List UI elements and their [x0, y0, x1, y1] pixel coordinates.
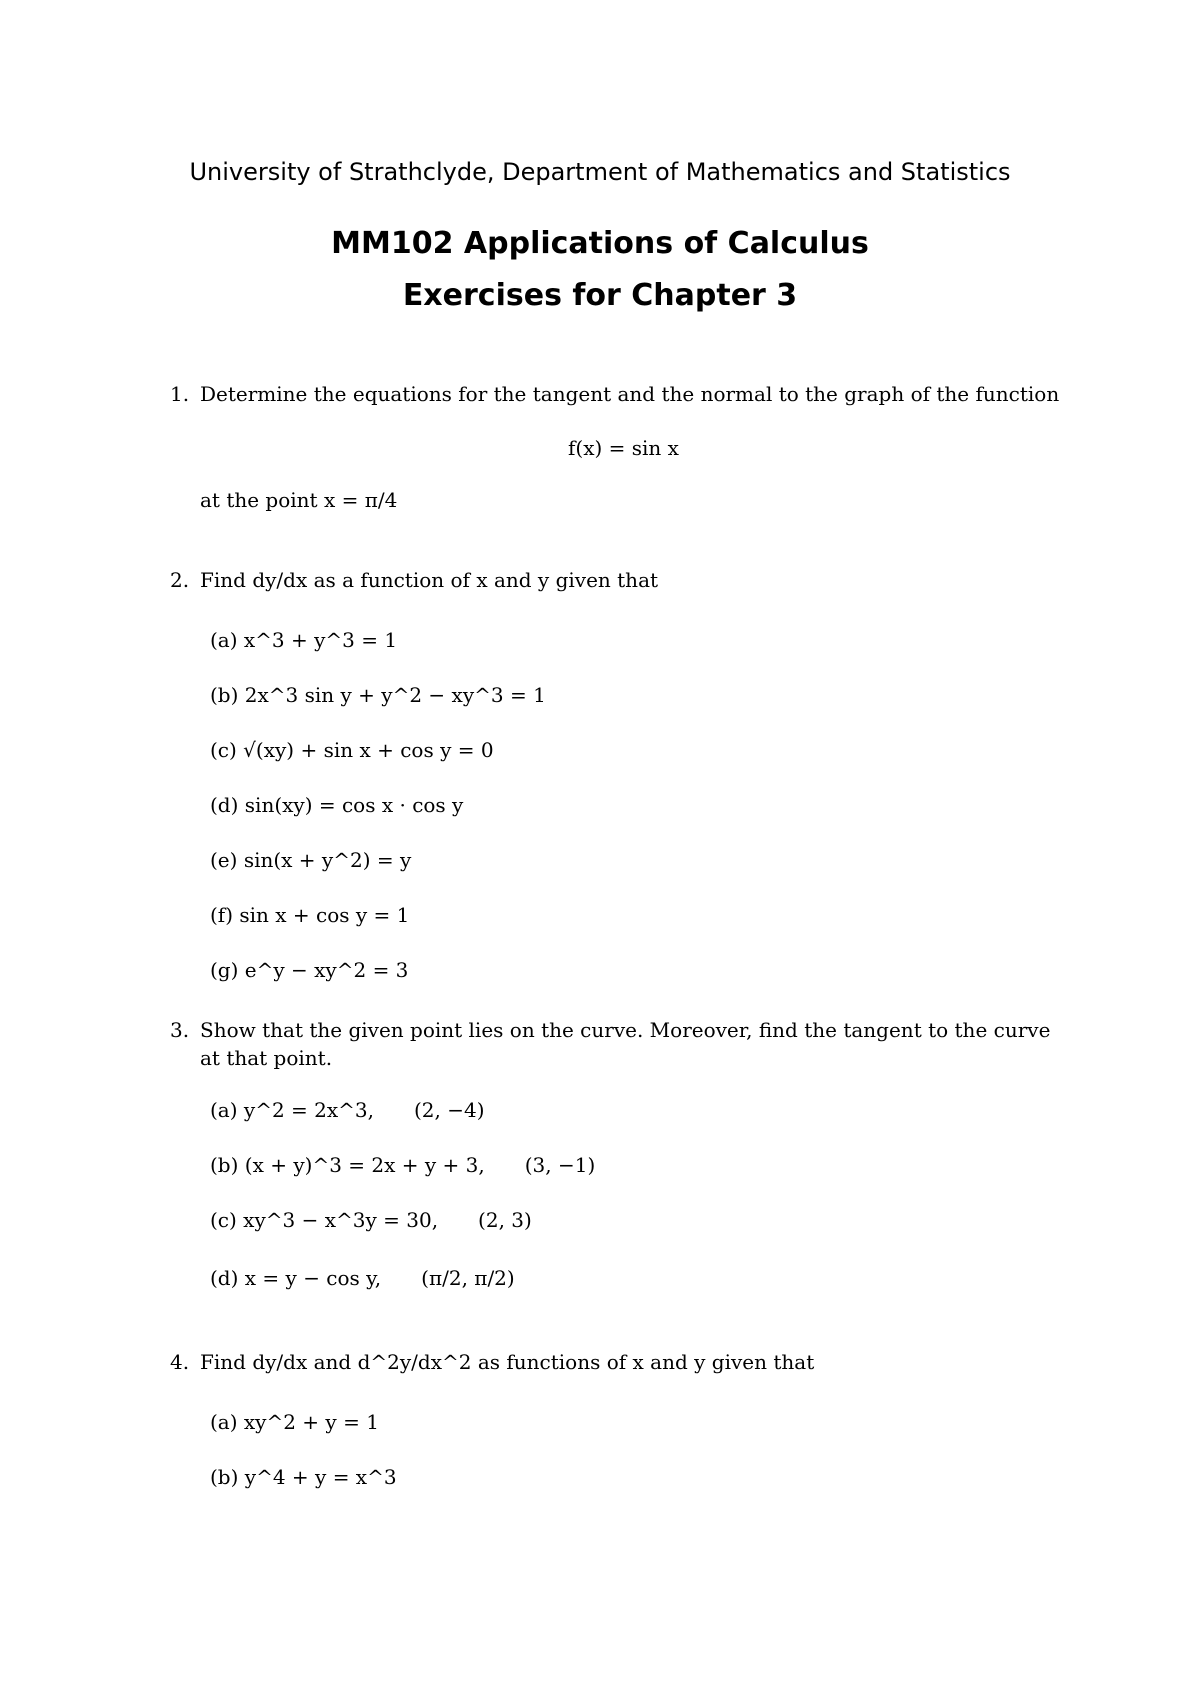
q1-number: 1.: [170, 382, 190, 406]
q1-point-text: at the point: [200, 488, 318, 512]
q2-part-c: [210, 738, 494, 762]
part-expression: e^y − xy^2 = 3: [244, 958, 409, 982]
q4-text-before: Find: [200, 1350, 246, 1374]
q2-part-f: [210, 903, 409, 927]
q2-part-b: [210, 683, 546, 707]
q2-text-after: as a function of x and y given that: [313, 568, 659, 592]
q4-text: [200, 1350, 814, 1374]
q2-derivative: dy/dx: [252, 568, 308, 592]
q1-point-value: x = π/4: [323, 488, 398, 512]
part-label: (b): [210, 1153, 239, 1177]
part-expression: y^4 + y = x^3: [244, 1465, 397, 1489]
q2-text-before: Find: [200, 568, 246, 592]
part-point: (2, −4): [414, 1098, 485, 1122]
part-label: (a): [210, 1098, 238, 1122]
q4-text-after: as functions of x and y given that: [477, 1350, 815, 1374]
q2-number: 2.: [170, 568, 190, 592]
part-point: (2, 3): [478, 1208, 532, 1232]
q2-part-e: [210, 848, 411, 872]
part-label: (a): [210, 1410, 238, 1434]
part-label: (b): [210, 683, 239, 707]
part-label: (c): [210, 1208, 237, 1232]
part-expression: y^2 = 2x^3,: [243, 1098, 374, 1122]
q3-part-b: [210, 1153, 595, 1177]
chapter-title: Exercises for Chapter 3: [402, 278, 798, 313]
q3-text-line1: Show that the given point lies on the curve. Moreover, find the tangent to the curve: [200, 1018, 1051, 1042]
department-header: University of Strathclyde, Department of Mathematics and Statistics: [189, 158, 1011, 186]
part-label: (d): [210, 793, 239, 817]
q4-part-a: [210, 1410, 379, 1434]
q1-text: Determine the equations for the tangent and the normal to the graph of the function: [200, 382, 1060, 406]
course-title: MM102 Applications of Calculus: [331, 226, 869, 261]
q2-text: [200, 568, 658, 592]
part-point: (π/2, π/2): [421, 1266, 515, 1290]
q2-part-a: [210, 628, 397, 652]
part-expression: xy^2 + y = 1: [243, 1410, 379, 1434]
part-label: (e): [210, 848, 238, 872]
q3-part-d: [210, 1266, 515, 1290]
q1-equation: f(x) = sin x: [568, 436, 679, 460]
q2-part-d: [210, 793, 463, 817]
part-label: (f): [210, 903, 234, 927]
part-expression: x^3 + y^3 = 1: [243, 628, 398, 652]
q2-part-g: [210, 958, 408, 982]
q4-and: and: [313, 1350, 352, 1374]
part-expression: sin(xy) = cos x · cos y: [244, 793, 464, 817]
part-expression: √(xy) + sin x + cos y = 0: [243, 738, 494, 762]
q1-point-line: [200, 488, 397, 512]
part-point: (3, −1): [524, 1153, 596, 1177]
q4-derivative-1: dy/dx: [252, 1350, 308, 1374]
q4-derivative-2: d^2y/dx^2: [357, 1350, 472, 1374]
part-expression: 2x^3 sin y + y^2 − xy^3 = 1: [244, 683, 546, 707]
part-expression: sin(x + y^2) = y: [243, 848, 412, 872]
q3-part-a: [210, 1098, 485, 1122]
part-label: (d): [210, 1266, 239, 1290]
part-expression: sin x + cos y = 1: [239, 903, 410, 927]
part-label: (g): [210, 958, 239, 982]
part-label: (b): [210, 1465, 239, 1489]
part-label: (a): [210, 628, 238, 652]
q3-part-c: [210, 1208, 532, 1232]
part-expression: xy^3 − x^3y = 30,: [243, 1208, 439, 1232]
part-label: (c): [210, 738, 237, 762]
part-expression: (x + y)^3 = 2x + y + 3,: [244, 1153, 485, 1177]
q3-text-line2: at that point.: [200, 1046, 333, 1070]
q4-number: 4.: [170, 1350, 190, 1374]
q4-part-b: [210, 1465, 397, 1489]
q3-number: 3.: [170, 1018, 190, 1042]
part-expression: x = y − cos y,: [244, 1266, 382, 1290]
